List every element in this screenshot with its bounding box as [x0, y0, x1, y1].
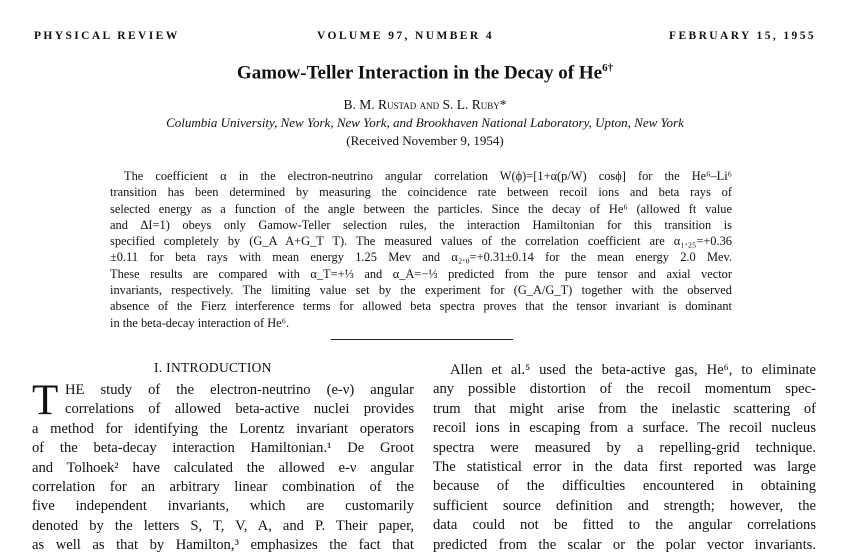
body-line: and Tolhoek² have calculated the allowed e-ν angular: [32, 459, 414, 476]
abstract-line: and ΔI=1) obeys only Gamow-Teller selection rules, the interaction Hamiltonian for this transition is: [110, 217, 732, 232]
drop-cap: T: [32, 377, 59, 424]
left-column: [32, 377, 414, 556]
body-line: denoted by the letters S, T, V, A, and P. Their paper,: [32, 517, 414, 534]
running-header: [34, 30, 816, 46]
body-line: any possible distortion of the recoil momentum spec-: [433, 381, 816, 398]
abstract: [110, 168, 732, 331]
abstract-line: The coefficient α in the electron-neutrino angular correlation W(ϕ)=[1+α(p/W) cosϕ] for the He⁶–Li⁶: [124, 169, 732, 183]
body-line: HE study of the electron-neutrino (e-ν) angular: [65, 382, 414, 398]
abstract-line: specified completely by (G_A A+G_T T). The measured values of the correlation coefficient are α₁.₂₅=+0.36: [110, 234, 732, 249]
body-line: predicted from the scalar or the polar vector invariants.: [433, 536, 816, 553]
affiliation: Columbia University, New York, New York, and Brookhaven National Laboratory, Upton, New York: [166, 115, 684, 130]
body-line: because of the difficulties encountered in obtaining: [433, 478, 816, 495]
author-footnote-mark: *: [499, 97, 507, 112]
body-line: as well as that by Hamilton,³ emphasizes the fact that: [32, 537, 414, 554]
body-line: data could not be fitted to the angular correlations: [433, 517, 816, 534]
issue-date: FEBRUARY 15, 1955: [669, 30, 816, 42]
journal-name: PHYSICAL REVIEW: [34, 30, 180, 42]
abstract-line: These results are compared with α_T=+⅓ and α_A=−⅓ predicted from the pure tensor and axial vector: [110, 266, 732, 281]
body-line: spectra were measured by a repelling-grid technique.: [433, 439, 816, 456]
abstract-line: transition has been determined by measuring the coincidence rate between recoil ions and beta rays of: [110, 185, 732, 200]
abstract-line: absence of the Fierz interference terms for allowed beta spectra proves that the tensor invariant is dominant: [110, 299, 732, 314]
title-superscript: 6†: [602, 62, 614, 74]
right-column: [433, 361, 816, 555]
author-ruby: S. L. Ruby: [442, 97, 500, 112]
received-date: (Received November 9, 1954): [346, 133, 504, 148]
title-text: Gamow-Teller Interaction in the Decay of He: [236, 62, 603, 84]
abstract-line: ±0.11 for beta rays with mean energy 1.25 Mev and α₂.₀=+0.31±0.14 for the mean energy 2.0 Mev.: [110, 250, 732, 265]
author-line: [0, 97, 850, 113]
abstract-line: selected energy as a function of the angle between the particles. Since the decay of He⁶ (allowed ft value: [110, 201, 732, 216]
section-divider: [331, 339, 513, 340]
body-line: The statistical error in the data first reported was large: [433, 459, 816, 476]
body-line: Allen et al.⁵ used the beta-active gas, He⁶, to eliminate: [450, 362, 816, 378]
abstract-line: in the beta-decay interaction of He⁶.: [110, 315, 290, 330]
author-rustad: B. M. Rustad: [343, 97, 417, 112]
body-line: a method for identifying the Lorentz invariant operators: [32, 420, 414, 437]
body-line: sufficient source definition and strength; however, the: [433, 497, 816, 514]
body-line: trum that might arise from the inelastic scattering of: [433, 400, 816, 417]
body-line: five independent invariants, which are customarily: [32, 498, 414, 515]
body-line: correlation for an arbitrary linear combination of the: [32, 479, 414, 496]
body-line: of the beta-decay interaction Hamiltonian.¹ De Groot: [32, 440, 414, 457]
abstract-line: invariants, respectively. The limiting value set by the experiment for (G_A/G_T) together with the observed: [110, 283, 732, 298]
volume-number: VOLUME 97, NUMBER 4: [317, 30, 494, 42]
author-conjunction: and: [419, 97, 440, 112]
body-line: recoil ions in escaping from a surface. The recoil nucleus: [433, 420, 816, 437]
section-heading: I. INTRODUCTION: [154, 360, 272, 375]
body-line: correlations of allowed beta-active nuclei provides: [65, 401, 414, 418]
paper-title: [0, 62, 850, 84]
